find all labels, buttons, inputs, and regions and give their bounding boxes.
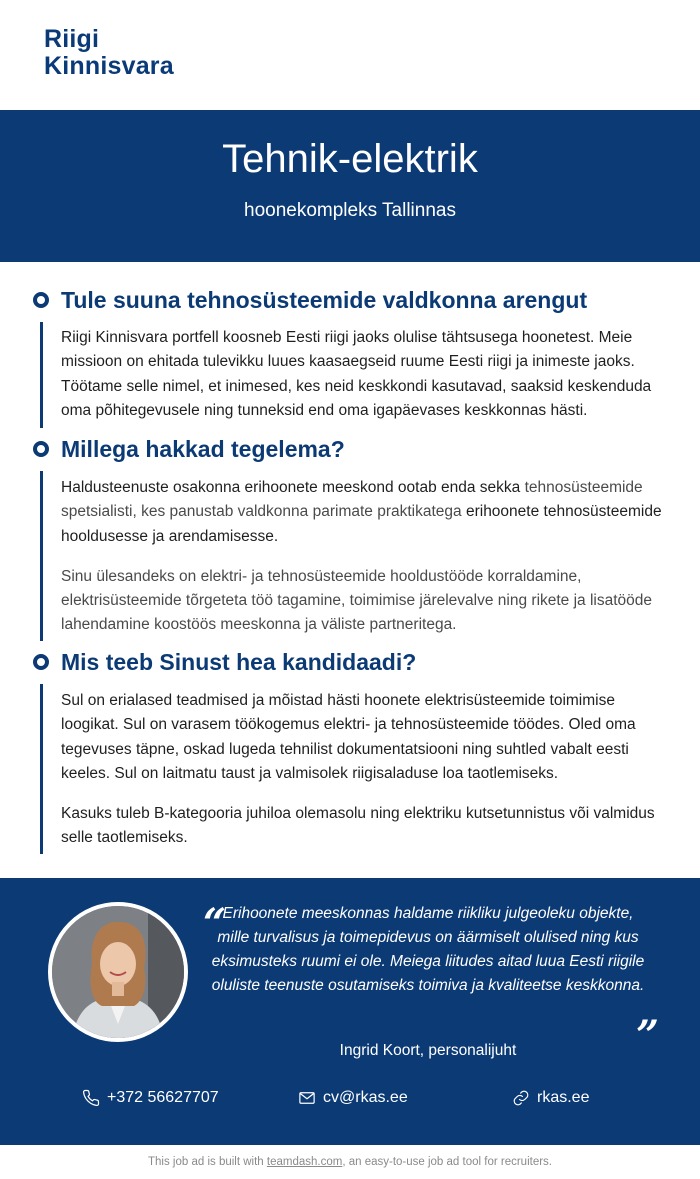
close-quote-icon: ” [636, 1012, 660, 1059]
phone-number: +372 56627707 [107, 1089, 219, 1106]
contact-email[interactable] [298, 1086, 408, 1110]
section-paragraph: Sinu ülesandeks on elektri- ja tehnosüsteemide hooldustööde korraldamine, elektrisüsteemide tõrgeteta töö tagamine, toimimise järelevalve ning rikete ja lisatööde lahendamine koostöös meeskonna ja väliste partneritega. [61, 567, 653, 634]
section-paragraph: Kasuks tuleb B-kategooria juhiloa olemasolu ning elektriku kutsetunnistus või valmidus selle taotlemiseks. [61, 805, 655, 847]
paragraph-text: erihoonete tehnosüsteemide hooldusesse ja arendamisesse. [61, 503, 662, 545]
phone-icon [82, 1089, 100, 1107]
logo-line-2: Kinnisvara [44, 52, 174, 80]
teamdash-link[interactable]: teamdash.com [266, 1156, 343, 1168]
logo-line-1: Riigi [44, 25, 100, 53]
testimonial-author: Ingrid Koort, personalijuht [339, 1042, 517, 1059]
mail-icon [298, 1089, 316, 1107]
section-bullet-icon [33, 441, 49, 457]
section-divider [40, 471, 43, 641]
footer-prefix: This job ad is built with [148, 1156, 267, 1168]
avatar [48, 902, 188, 1042]
section-heading: Tule suuna tehnosüsteemide valdkonna arengut [61, 287, 588, 313]
rkas-logo[interactable] [44, 26, 174, 80]
section-paragraph [61, 476, 672, 549]
section-body [61, 689, 672, 851]
footer-suffix: , an easy-to-use job ad tool for recruiters. [342, 1156, 552, 1168]
section-paragraph: Riigi Kinnisvara portfell koosneb Eesti riigi jaoks olulise tähtsusega hoonetest. Meie missioon on ehitada tulevikku luues kaasaegseid ruume Eesti riigi ja inimeste jaoks. Töötame selle nimel, et inimesed, kes neid keskkondi kasutavad, saaksid keskenduda oma põhitegevusele ning tunneksid end oma igapäevases keskkonnas hästi. [61, 329, 652, 419]
section-heading: Millega hakkad tegelema? [61, 436, 345, 462]
section-bullet-icon [33, 292, 49, 308]
email-address: cv@rkas.ee [323, 1089, 408, 1106]
contact-website[interactable] [512, 1086, 589, 1110]
website-url: rkas.ee [537, 1089, 590, 1106]
job-location: hoonekompleks Tallinnas [244, 200, 456, 221]
section-paragraph: Sul on erialased teadmised ja mõistad hästi hoonete elektrisüsteemide toimimise loogikat. Sul on varasem töökogemus elektri- ja tehnosüsteemide töödes. Oled oma tegevuses täpne, oskad lugeda tehnilist dokumentatsiooni ning suhtled vabalt eesti keeles. Sul on laitmatu taust ja valmisolek riigisaladuse loa taotlemiseks. [61, 692, 636, 782]
section-divider [40, 684, 43, 854]
open-quote-icon: “ [203, 900, 227, 947]
footer-note [0, 1154, 700, 1170]
section-heading: Mis teeb Sinust hea kandidaadi? [61, 649, 417, 675]
contact-phone[interactable] [82, 1086, 219, 1110]
link-icon [512, 1089, 530, 1107]
job-title: Tehnik-elektrik [222, 137, 478, 181]
testimonial-band [0, 878, 700, 1145]
section-bullet-icon [33, 654, 49, 670]
paragraph-text-muted: tehnosüsteemide spetsialisti, kes panustab valdkonna parimate praktikatega [61, 479, 643, 521]
section-divider [40, 322, 43, 428]
hero-banner [0, 110, 700, 262]
paragraph-text: Haldusteenuste osakonna erihoonete meeskond ootab enda sekka [61, 479, 525, 496]
section-body [61, 326, 672, 423]
testimonial-quote: Erihoonete meeskonnas haldame riikliku julgeoleku objekte, mille turvalisus ja toimepidevus on äärmiselt olulised ning kus eksimusteks ruumi ei ole. Meiega liitudes aitad luua Eesti riigile oluliste teenuste osutamiseks toimiva ja kvaliteetse keskkonna. [211, 905, 645, 994]
section-body [61, 476, 672, 638]
